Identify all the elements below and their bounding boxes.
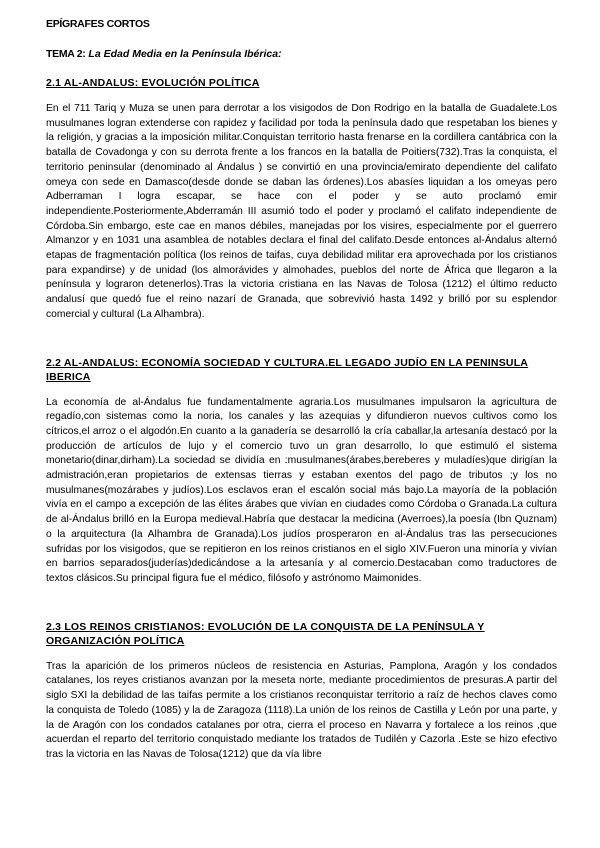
- tema-heading: [46, 48, 557, 60]
- tema-title: La Edad Media en la Península Ibérica:: [85, 48, 282, 60]
- section-2-1: [46, 76, 557, 323]
- document-page: [46, 18, 557, 763]
- section-2-2: [46, 356, 557, 587]
- section-body: En el 711 Tariq y Muza se unen para derrotar a los visigodos de Don Rodrigo en la batalla de Guadalete.Los musulmanes logran extenderse con rapidez y facilidad por toda la península dado que respetaban los bienes y la religión, y gracias a la imposición militar.Conquistan territorio hasta frenarse en la cordillera cantábrica con la batalla de Covadonga y con su derrota frente a los francos en la batalla de Poitiers(732).Tras la conquista, el territorio peninsular (denominado al Ándalus ) se convirtió en una provincia/emirato dependiente del califato omeya con sede en Damasco(desde donde se daban las órdenes).Los abasíes liquidan a los omeyas pero Adberraman I logra escapar, se hace con el poder y se auto proclamó emir independiente.Posteriormente,Abderramán III asumió todo el poder y proclamó el califato independiente de Córdoba.Sin embargo, este cae en manos débiles, manejadas por los visires, especialmente por el guerrero Almanzor y en 1031 una asamblea de notables declara el final del califato.Desde entonces al-Ándalus alternó etapas de fragmentación política (los reinos de taifas, cuya debilidad militar era aprovechada por los cristianos para expandirse) y de unidad (los almorávides y almohades, pueblos del norte de África que llegaron a la península y lograron detenerlos).Tras la victoria cristiana en las Navas de Tolosa (1212) el último reducto andalusí que quedó fue el reino nazarí de Granada, que sobrevivió hasta 1492 y brilló por su esplendor comercial y cultural (La Alhambra).: [46, 103, 557, 320]
- document-title: EPÍGRAFES CORTOS: [46, 18, 150, 30]
- section-heading: 2.3 LOS REINOS CRISTIANOS: EVOLUCIÓN DE LA CONQUISTA DE LA PENÍNSULA Y ORGANIZACIÓN POLÍTICA: [46, 620, 485, 647]
- section-body: La economía de al-Ándalus fue fundamentalmente agraria.Los musulmanes impulsaron la agricultura de regadío,con sistemas como la noria, los canales y las azequias y difundieron nuevos cultivos como los cítricos,el arroz o el algodón.En cuanto a la ganadería se desarrolló la cría caballar,la artesanía destacó por la producción de artículos de lujo y el comercio tuvo un gran desarrollo, lo que estimuló el sistema monetario(dinar,dirham).La sociedad se dividía en :musulmanes(árabes,bereberes y muladíes)que dirigían la admistración,eran propietarios de extensas tierras y estaban exentos del pago de tributos ;y los no musulmanes(mozárabes y judíos).Los esclavos eran el escalón social más bajo.La mayoría de la población vivía en el campo a excepción de las élites árabes que vivían en ciudades como Córdoba o Granada.La cultura de al-Ándalus brilló en la Europa medieval.Habría que destacar la medicina (Averroes),la poesía (Ibn Quznam) o la arquitectura (la Alhambra de Granada).Los judíos prosperaron en al-Ándalus tras las persecuciones sufridas por los visigodos, que se repitieron en los reinos cristianos en el siglo XIV.Fueron una minoría y vivían en barrios separados(juderías)dedicándose a la artesanía y al comercio.Destacaban como traductores de textos clásicos.Su principal figura fue el médico, filósofo y astrónomo Maimonides.: [46, 396, 557, 584]
- section-heading: 2.2 AL-ANDALUS: ECONOMÍA SOCIEDAD Y CULTURA.EL LEGADO JUDÍO EN LA PENINSULA IBERICA: [46, 356, 529, 383]
- section-heading: 2.1 AL-ANDALUS: EVOLUCIÓN POLÍTICA: [46, 77, 260, 89]
- tema-label: TEMA 2:: [46, 48, 86, 60]
- section-body: Tras la aparición de los primeros núcleos de resistencia en Asturias, Pamplona, Aragón y los condados catalanes, los reyes cristianos avanzan por la meseta norte, mediante procedimientos de presuras.A partir del siglo SXI la debilidad de las taifas permite a los cristianos reconquistar territorio a raíz de hechos claves como la conquista de Toledo (1085) y la de Zaragoza (1118).La unión de los reinos de Castilla y León por una parte, y la de Aragón con los condados catalanes por otra, cierra el proceso en Navarra y fortalece a los reinos ,que acuerdan el reparto del territorio conquistado mediante los tratados de Tudilén y Cazorla .Este se hizo efectivo tras la victoria en las Navas de Tolosa(1212) que da vía libre: [46, 660, 557, 760]
- section-2-3: [46, 620, 557, 763]
